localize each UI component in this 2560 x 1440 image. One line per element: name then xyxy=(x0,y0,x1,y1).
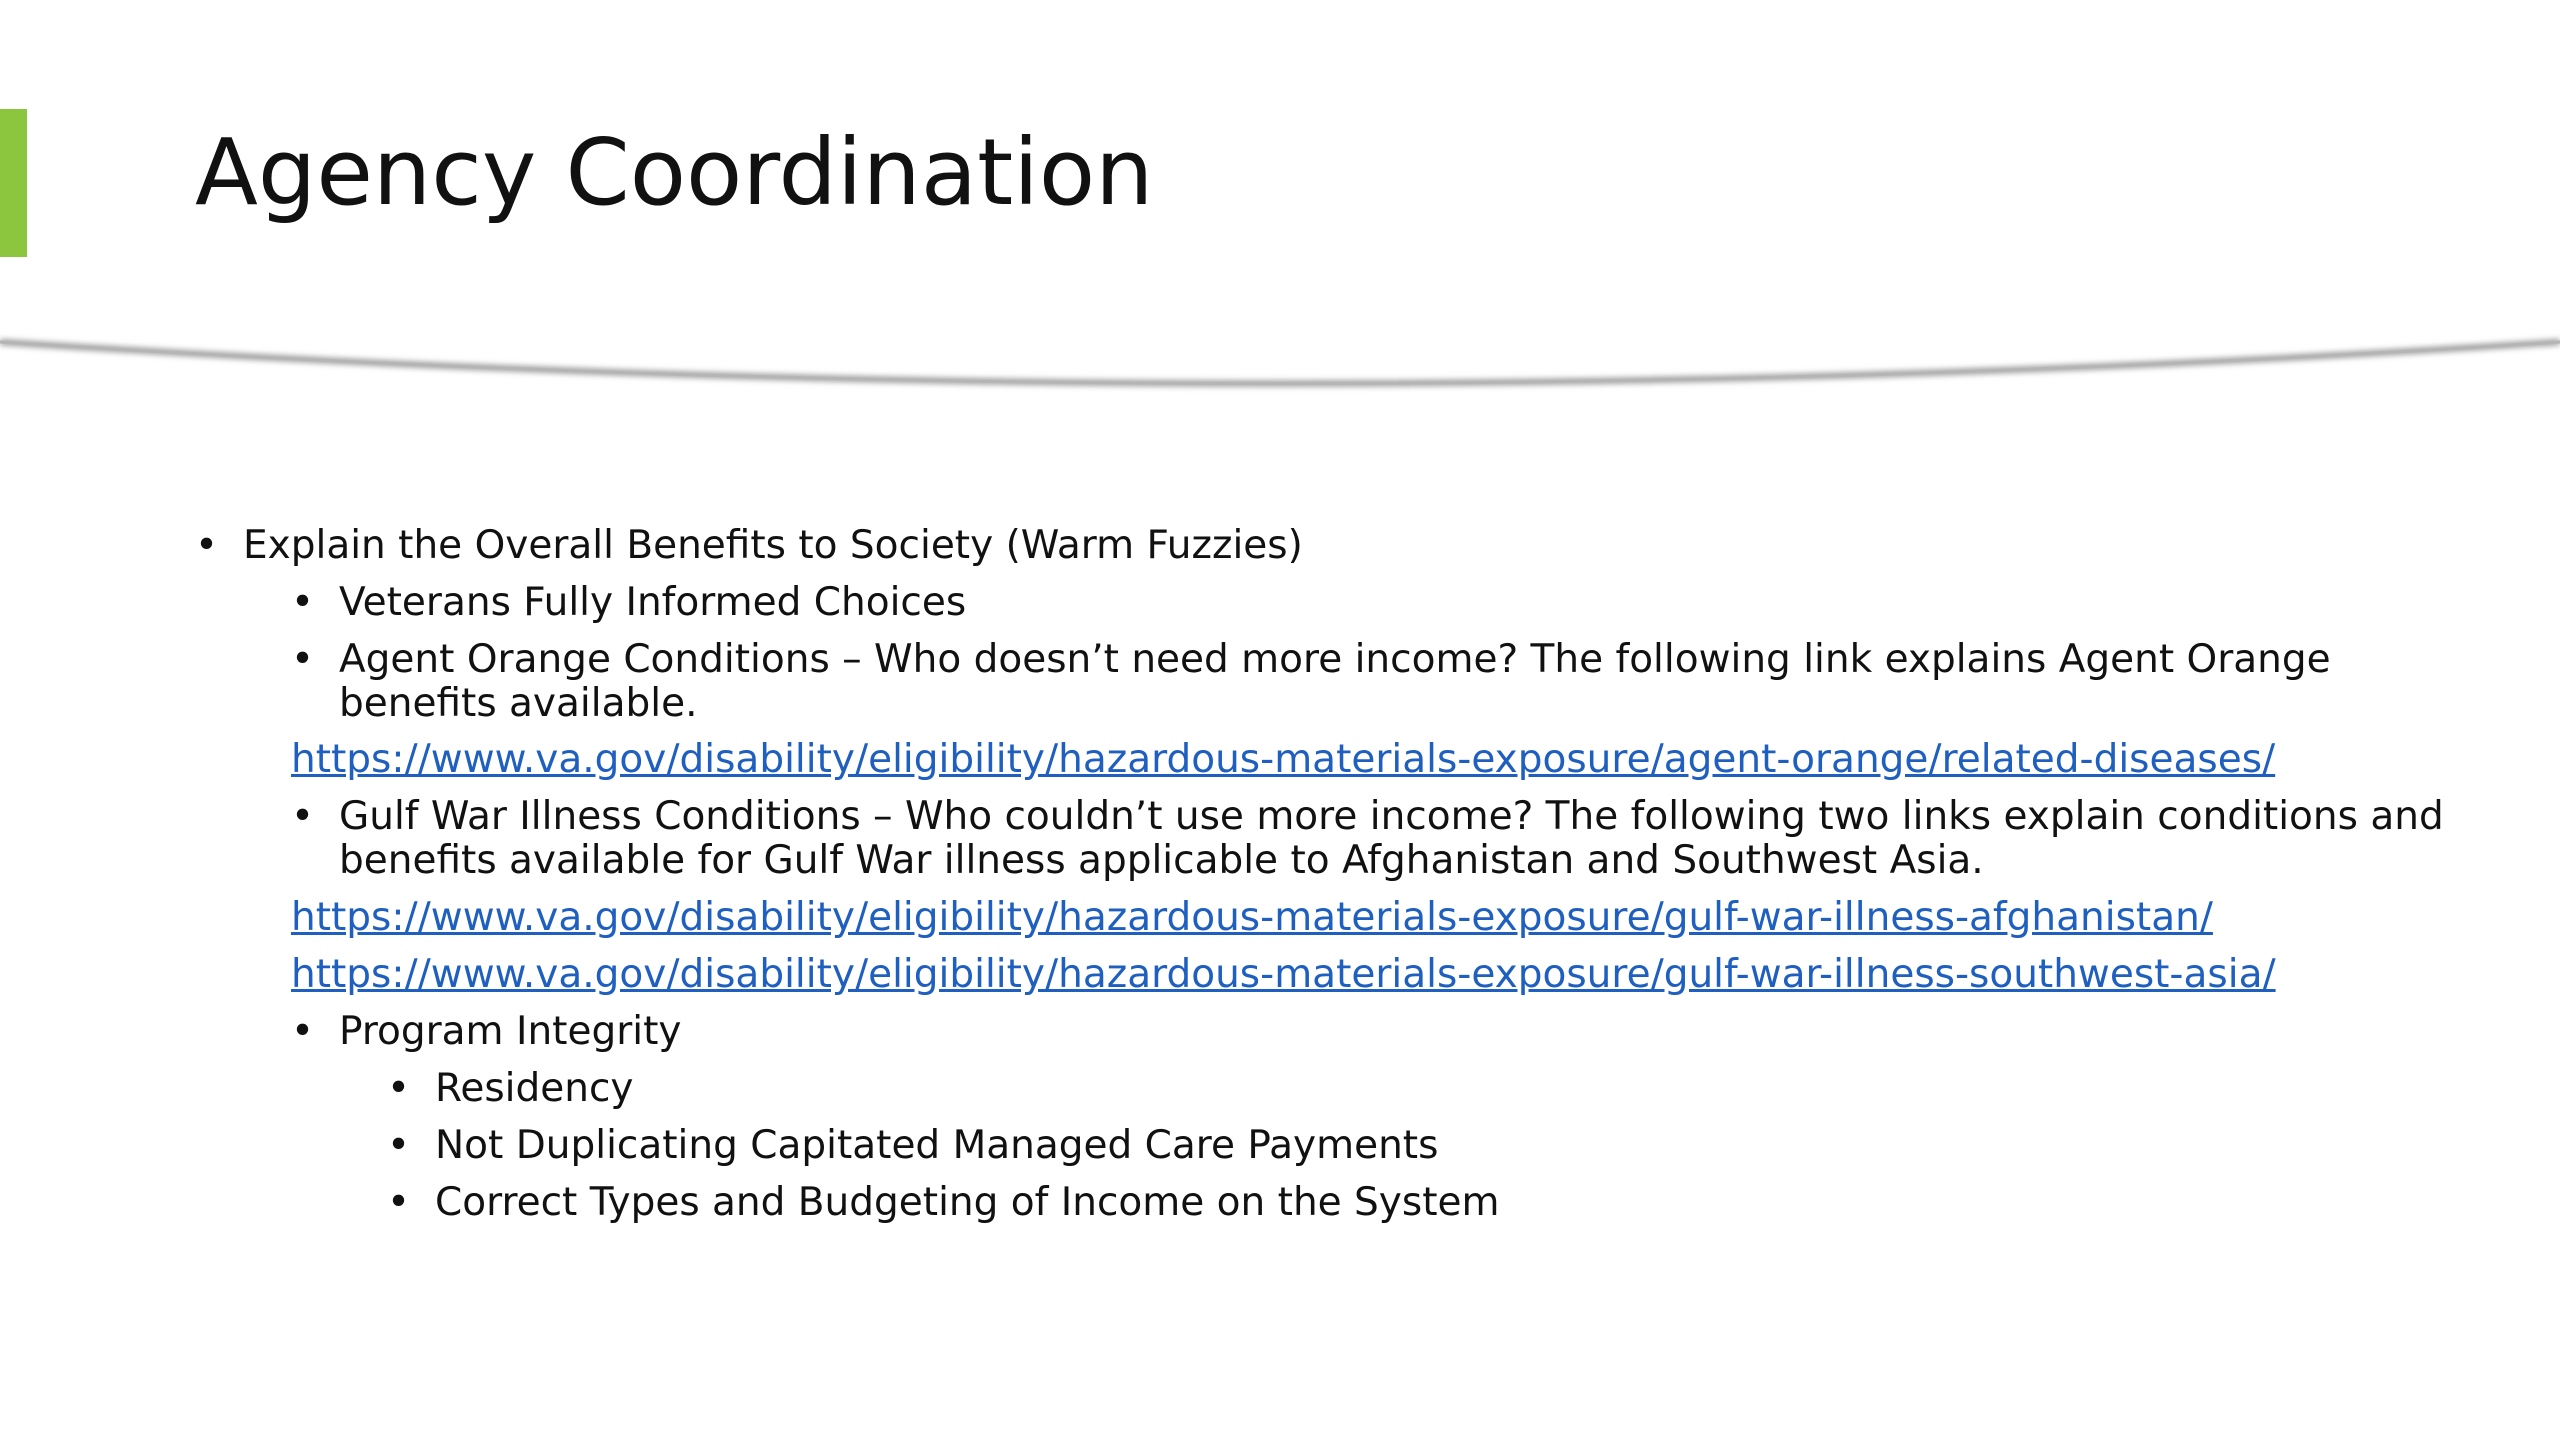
bullet-text-line2: benefits available. xyxy=(339,681,698,726)
bullet-icon: • xyxy=(291,580,315,625)
bullet-item-gulf-war xyxy=(291,794,2444,839)
bullet-item-gulf-war-continued xyxy=(339,839,1984,883)
bullet-item-overall-benefits xyxy=(195,523,1303,568)
bullet-item-correct-types xyxy=(387,1180,1500,1225)
bullet-text: Not Duplicating Capitated Managed Care Payments xyxy=(435,1123,1439,1168)
curved-divider xyxy=(0,320,2560,430)
bullet-icon: • xyxy=(291,794,315,839)
bullet-icon: • xyxy=(387,1066,411,1111)
link-agent-orange[interactable]: https://www.va.gov/disability/eligibility/hazardous-materials-exposure/agent-orange/related-diseases/ xyxy=(291,737,2276,782)
link-gulf-war-southwest-asia[interactable]: https://www.va.gov/disability/eligibility/hazardous-materials-exposure/gulf-war-illness-southwest-asia/ xyxy=(291,952,2276,997)
bullet-icon: • xyxy=(387,1123,411,1168)
bullet-text-line1: Agent Orange Conditions – Who doesn’t need more income? The following link explains Agent Orange xyxy=(339,637,2331,682)
bullet-item-agent-orange-continued xyxy=(339,682,697,726)
bullet-text: Veterans Fully Informed Choices xyxy=(339,580,967,625)
link-gulf-war-afghanistan[interactable]: https://www.va.gov/disability/eligibility/hazardous-materials-exposure/gulf-war-illness-afghanistan/ xyxy=(291,895,2213,940)
bullet-item-not-duplicating xyxy=(387,1123,1439,1168)
bullet-text: Correct Types and Budgeting of Income on the System xyxy=(435,1180,1500,1225)
bullet-icon: • xyxy=(291,1009,315,1054)
bullet-text: Residency xyxy=(435,1066,634,1111)
bullet-item-program-integrity xyxy=(291,1009,682,1054)
bullet-text: Program Integrity xyxy=(339,1009,682,1054)
bullet-item-residency xyxy=(387,1066,634,1111)
bullet-item-veterans xyxy=(291,580,967,625)
bullet-item-agent-orange xyxy=(291,637,2331,682)
title-accent-bar xyxy=(0,109,27,257)
bullet-text-line1: Gulf War Illness Conditions – Who couldn’t use more income? The following two links explain conditions and xyxy=(339,794,2444,839)
bullet-text-line2: benefits available for Gulf War illness applicable to Afghanistan and Southwest Asia. xyxy=(339,838,1984,883)
bullet-icon: • xyxy=(195,523,219,568)
slide-title: Agency Coordination xyxy=(195,119,1154,226)
bullet-text: Explain the Overall Benefits to Society (Warm Fuzzies) xyxy=(243,523,1303,568)
bullet-icon: • xyxy=(291,637,315,682)
bullet-icon: • xyxy=(387,1180,411,1225)
